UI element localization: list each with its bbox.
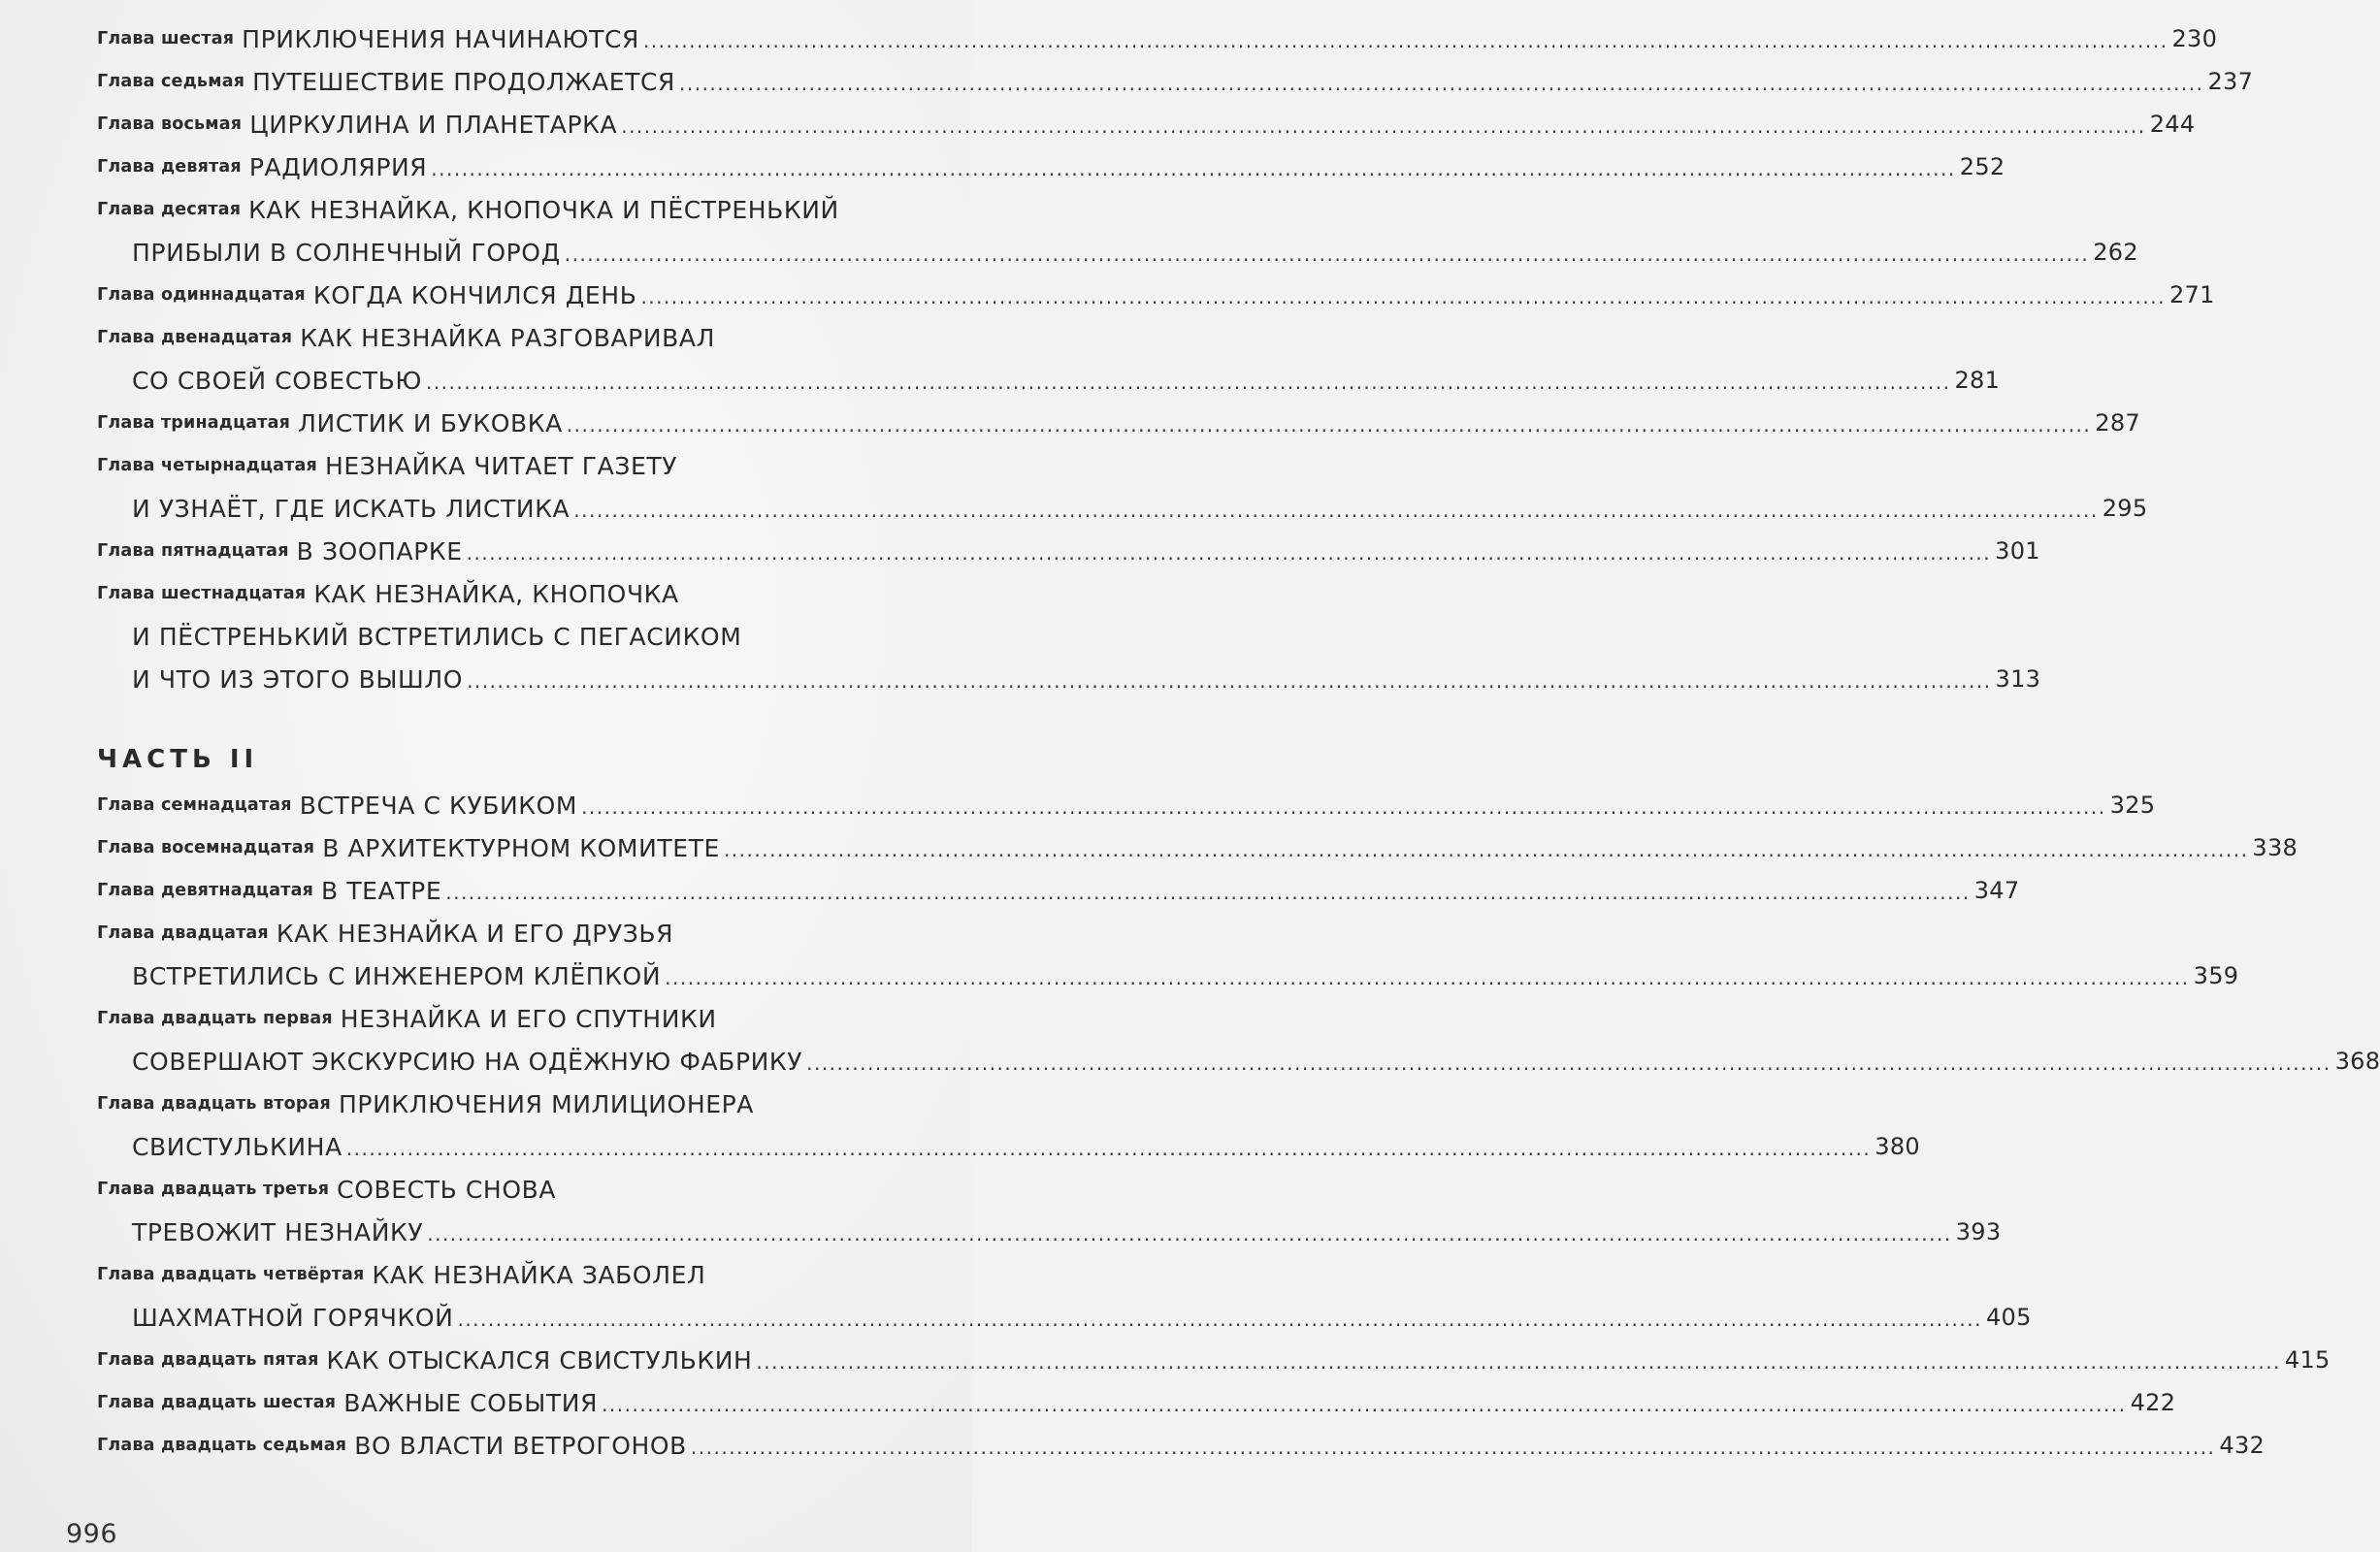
chapter-label: Глава двадцать первая (97, 1009, 333, 1028)
chapter-page-number: 287 (2095, 409, 2140, 436)
chapter-title: ПРИКЛЮЧЕНИЯ МИЛИЦИОНЕРА (339, 1089, 754, 1118)
toc-part-1 (97, 17, 2254, 700)
chapter-label: Глава тринадцатая (97, 413, 291, 433)
chapter-title: В АРХИТЕКТУРНОМ КОМИТЕТЕ (322, 833, 720, 862)
toc-entry (97, 1253, 2032, 1339)
chapter-label: Глава двадцатая (97, 923, 269, 943)
chapter-page-number: 338 (2252, 834, 2298, 861)
chapter-title: НЕЗНАЙКА И ЕГО СПУТНИКИ (340, 1004, 717, 1033)
chapter-title: КАК НЕЗНАЙКА ЗАБОЛЕЛ (372, 1260, 706, 1289)
chapter-title: КАК НЕЗНАЙКА РАЗГОВАРИВАЛ (300, 323, 716, 352)
chapter-page-number: 237 (2207, 68, 2254, 95)
chapter-title: ВСТРЕЧА С КУБИКОМ (299, 791, 578, 820)
toc-entry (97, 274, 2215, 316)
chapter-page-number: 281 (1954, 367, 2001, 394)
toc-entry-first-line (97, 530, 2040, 572)
dot-leader: ........................................................................................................................................................................................................ (573, 499, 2099, 522)
chapter-page-number: 252 (1959, 153, 2005, 180)
chapter-title: ТРЕВОЖИТ НЕЗНАЙКУ (132, 1217, 424, 1246)
toc-part-2 (97, 784, 2380, 1467)
toc-entry-continuation-line (97, 487, 2148, 530)
dot-leader: ........................................................................................................................................................................................................ (723, 838, 2249, 861)
chapter-title: СОВЕРШАЮТ ЭКСКУРСИЮ НА ОДЁЖНУЮ ФАБРИКУ (132, 1047, 803, 1076)
chapter-title: ЛИСТИК И БУКОВКА (298, 408, 563, 437)
dot-leader: ........................................................................................................................................................................................................ (581, 795, 2106, 819)
toc-entry (97, 103, 2196, 146)
dot-leader: ........................................................................................................................................................................................................ (690, 1436, 2216, 1459)
toc-entry-first-line (97, 784, 2156, 826)
chapter-label: Глава девятнадцатая (97, 881, 314, 900)
dot-leader: ........................................................................................................................................................................................................ (679, 72, 2204, 95)
toc-entry-continuation-line (97, 954, 2239, 997)
chapter-page-number: 415 (2284, 1346, 2331, 1374)
toc-entry (97, 316, 2001, 402)
toc-entry-first-line (97, 188, 939, 231)
dot-leader: ........................................................................................................................................................................................................ (445, 881, 1971, 904)
chapter-label: Глава двадцать вторая (97, 1094, 331, 1114)
chapter-title: ВСТРЕТИЛИСЬ С ИНЖЕНЕРОМ КЛЁПКОЙ (132, 961, 662, 990)
toc-entry-first-line (97, 402, 2140, 444)
chapter-page-number: 295 (2102, 495, 2148, 522)
toc-entry-continuation-line (97, 615, 939, 658)
chapter-page-number: 380 (1875, 1133, 1920, 1160)
toc-entry-first-line (97, 60, 2254, 103)
chapter-label: Глава двадцать седьмая (97, 1436, 347, 1455)
toc-entry-first-line (97, 274, 2215, 316)
chapter-page-number: 230 (2171, 25, 2218, 52)
chapter-title: И ЧТО ИЗ ЭТОГО ВЫШЛО (132, 664, 464, 694)
toc-entry (97, 826, 2298, 869)
chapter-label: Глава четырнадцатая (97, 456, 317, 475)
chapter-label: Глава восемнадцатая (97, 838, 315, 857)
chapter-title: КОГДА КОНЧИЛСЯ ДЕНЬ (312, 280, 637, 309)
dot-leader: ........................................................................................................................................................................................................ (621, 114, 2146, 138)
chapter-label: Глава семнадцатая (97, 795, 292, 815)
dot-leader: ........................................................................................................................................................................................................ (467, 669, 1992, 693)
toc-entry (97, 188, 2138, 274)
dot-leader: ........................................................................................................................................................................................................ (756, 1350, 2281, 1374)
chapter-label: Глава двенадцатая (97, 328, 293, 347)
toc-entry-first-line (97, 997, 939, 1040)
chapter-title: В ТЕАТРЕ (321, 876, 442, 905)
dot-leader: ........................................................................................................................................................................................................ (566, 413, 2092, 436)
chapter-title: ПРИБЫЛИ В СОЛНЕЧНЫЙ ГОРОД (132, 238, 561, 267)
dot-leader: ........................................................................................................................................................................................................ (602, 1393, 2127, 1416)
dot-leader: ........................................................................................................................................................................................................ (640, 285, 2166, 308)
chapter-label: Глава двадцать пятая (97, 1350, 319, 1370)
chapter-label: Глава девятая (97, 157, 242, 177)
toc-entry (97, 1168, 2002, 1253)
dot-leader: ........................................................................................................................................................................................................ (806, 1051, 2331, 1075)
chapter-page-number: 301 (1995, 537, 2040, 565)
toc-entry (97, 444, 2148, 530)
toc-entry (97, 146, 2005, 188)
chapter-page-number: 422 (2130, 1389, 2176, 1416)
toc-entry-first-line (97, 572, 939, 615)
toc-entry (97, 572, 2041, 700)
toc-entry-continuation-line (97, 658, 2041, 700)
chapter-title: СВИСТУЛЬКИНА (132, 1132, 342, 1161)
toc-entry (97, 17, 2218, 60)
chapter-label: Глава одиннадцатая (97, 285, 306, 305)
toc-entry (97, 60, 2254, 103)
chapter-title: В ЗООПАРКЕ (296, 536, 463, 566)
toc-entry (97, 912, 2239, 997)
chapter-label: Глава двадцать четвёртая (97, 1265, 365, 1284)
chapter-page-number: 405 (1985, 1304, 2032, 1331)
toc-entry-first-line (97, 444, 939, 487)
chapter-title: КАК НЕЗНАЙКА И ЕГО ДРУЗЬЯ (276, 919, 674, 948)
toc-entry (97, 1424, 2266, 1467)
chapter-title: ШАХМАТНОЙ ГОРЯЧКОЙ (132, 1303, 454, 1332)
chapter-label: Глава шестая (97, 29, 235, 48)
toc-entry (97, 402, 2140, 444)
chapter-title: ПРИКЛЮЧЕНИЯ НАЧИНАЮТСЯ (242, 24, 639, 53)
toc-entry-continuation-line (97, 1296, 2032, 1339)
toc-entry-first-line (97, 17, 2218, 60)
toc-entry (97, 1083, 1920, 1168)
toc-entry (97, 1339, 2331, 1381)
toc-entry-continuation-line (97, 359, 2001, 402)
toc-entry-continuation-line (97, 231, 2138, 274)
toc-entry-first-line (97, 1381, 2176, 1424)
toc-entry-first-line (97, 1339, 2331, 1381)
chapter-page-number: 368 (2334, 1048, 2380, 1075)
toc-entry-first-line (97, 1253, 939, 1296)
chapter-label: Глава восьмая (97, 114, 243, 134)
chapter-page-number: 359 (2193, 962, 2239, 989)
chapter-title: И УЗНАЁТ, ГДЕ ИСКАТЬ ЛИСТИКА (132, 494, 571, 523)
dot-leader: ........................................................................................................................................................................................................ (427, 1222, 1952, 1245)
toc-entry-first-line (97, 1424, 2266, 1467)
chapter-page-number: 262 (2093, 239, 2138, 266)
chapter-page-number: 325 (2109, 792, 2156, 819)
part-heading: ЧАСТЬ II (97, 745, 259, 774)
chapter-title: И ПЁСТРЕНЬКИЙ ВСТРЕТИЛИСЬ С ПЕГАСИКОМ (132, 622, 742, 651)
dot-leader: ........................................................................................................................................................................................................ (345, 1137, 1872, 1160)
chapter-title: КАК ОТЫСКАЛСЯ СВИСТУЛЬКИН (326, 1345, 753, 1374)
toc-entry (97, 869, 2020, 912)
toc-entry-continuation-line (97, 1125, 1920, 1168)
chapter-page-number: 432 (2219, 1432, 2266, 1459)
dot-leader: ........................................................................................................................................................................................................ (642, 29, 2168, 52)
chapter-title: ВО ВЛАСТИ ВЕТРОГОНОВ (354, 1431, 687, 1460)
chapter-label: Глава десятая (97, 200, 242, 219)
chapter-label: Глава двадцать шестая (97, 1393, 337, 1412)
toc-entry-continuation-line (97, 1040, 2380, 1083)
chapter-title: ЦИРКУЛИНА И ПЛАНЕТАРКА (249, 110, 618, 139)
toc-entry (97, 530, 2040, 572)
dot-leader: ........................................................................................................................................................................................................ (665, 966, 2190, 989)
toc-entry (97, 784, 2156, 826)
chapter-title: НЕЗНАЙКА ЧИТАЕТ ГАЗЕТУ (324, 451, 678, 480)
chapter-page-number: 347 (1973, 877, 2020, 904)
dot-leader: ........................................................................................................................................................................................................ (431, 157, 1956, 180)
toc-entry (97, 997, 2380, 1083)
toc-entry-first-line (97, 103, 2196, 146)
chapter-title: ПУТЕШЕСТВИЕ ПРОДОЛЖАЕТСЯ (252, 67, 675, 96)
toc-entry-first-line (97, 1168, 939, 1211)
chapter-page-number: 271 (2168, 281, 2215, 308)
toc-entry-first-line (97, 912, 939, 954)
toc-entry-first-line (97, 869, 2020, 912)
dot-leader: ........................................................................................................................................................................................................ (466, 541, 1992, 565)
toc-entry-continuation-line (97, 1211, 2002, 1253)
dot-leader: ........................................................................................................................................................................................................ (457, 1308, 1982, 1331)
chapter-title: КАК НЕЗНАЙКА, КНОПОЧКА И ПЁСТРЕНЬКИЙ (248, 195, 839, 224)
chapter-label: Глава седьмая (97, 72, 245, 91)
chapter-label: Глава шестнадцатая (97, 584, 307, 603)
chapter-label: Глава пятнадцатая (97, 541, 289, 561)
chapter-page-number: 244 (2149, 111, 2196, 138)
toc-entry-first-line (97, 826, 2298, 869)
toc-entry (97, 1381, 2176, 1424)
toc-entry-first-line (97, 146, 2005, 188)
chapter-page-number: 313 (1995, 665, 2041, 693)
chapter-label: Глава двадцать третья (97, 1180, 330, 1199)
chapter-page-number: 393 (1955, 1218, 2002, 1245)
chapter-title: СО СВОЕЙ СОВЕСТЬЮ (132, 366, 422, 395)
table-of-contents (97, 17, 2380, 1467)
page-number: 996 (66, 1519, 118, 1549)
chapter-title: СОВЕСТЬ СНОВА (337, 1175, 557, 1204)
dot-leader: ........................................................................................................................................................................................................ (564, 242, 2090, 266)
dot-leader: ........................................................................................................................................................................................................ (425, 371, 1951, 394)
toc-entry-first-line (97, 1083, 939, 1125)
chapter-title: КАК НЕЗНАЙКА, КНОПОЧКА (313, 579, 679, 608)
chapter-title: РАДИОЛЯРИЯ (248, 152, 428, 181)
chapter-title: ВАЖНЫЕ СОБЫТИЯ (343, 1388, 599, 1417)
toc-entry-first-line (97, 316, 939, 359)
